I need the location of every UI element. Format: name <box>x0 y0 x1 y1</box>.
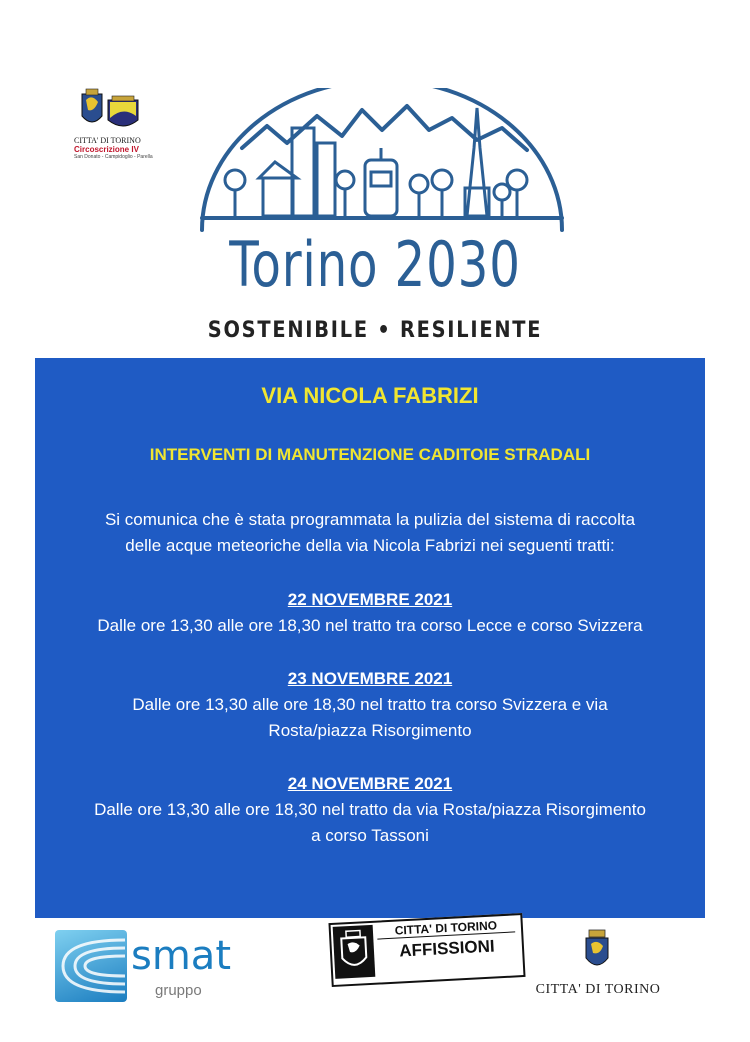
affissioni-stamp <box>328 913 526 987</box>
district-city-name: CITTA' DI TORINO <box>74 136 141 145</box>
notice-street: VIA NICOLA FABRIZI <box>261 383 479 408</box>
smat-wave-icon <box>55 930 127 1002</box>
page-title: Torino 2030 <box>229 228 521 301</box>
district-areas: San Donato - Campidoglio - Parella <box>74 154 153 160</box>
stamp-city: CITTA' DI TORINO <box>377 917 516 939</box>
torino-skyline-icon <box>197 88 567 233</box>
page-subtitle: SOSTENIBILE • RESILIENTE <box>207 318 543 343</box>
notice-heading: INTERVENTI DI MANUTENZIONE CADITOIE STRADALI <box>149 445 591 464</box>
schedule-date: 23 NOVEMBRE 2021 <box>287 669 453 688</box>
schedule-detail: Dalle ore 13,30 alle ore 18,30 nel tratto da via Rosta/piazza Risorgimento <box>94 800 646 819</box>
schedule-date: 24 NOVEMBRE 2021 <box>287 774 453 793</box>
city-coat-of-arms-icon <box>582 928 612 974</box>
schedule-date: 22 NOVEMBRE 2021 <box>287 590 453 609</box>
city-seal-icon <box>333 925 376 979</box>
district-shields-icon <box>74 88 164 136</box>
district-name: Circoscrizione IV <box>74 145 139 154</box>
city-logo <box>520 928 680 1008</box>
smat-group: gruppo <box>155 982 202 999</box>
stamp-affissioni: AFFISSIONI <box>398 936 496 961</box>
schedule-detail: Dalle ore 13,30 alle ore 18,30 nel tratto tra corso Lecce e corso Svizzera <box>97 616 643 635</box>
smat-name: smat <box>131 933 231 979</box>
district-logo <box>74 88 164 168</box>
schedule-detail: Dalle ore 13,30 alle ore 18,30 nel tratto tra corso Svizzera e via <box>132 695 608 714</box>
notice-intro-line-2: delle acque meteoriche della via Nicola Fabrizi nei seguenti tratti: <box>125 536 615 555</box>
schedule-detail-cont: Rosta/piazza Risorgimento <box>268 721 472 740</box>
notice-panel <box>35 358 705 918</box>
notice-intro-line-1: Si comunica che è stata programmata la pulizia del sistema di raccolta <box>104 510 636 529</box>
smat-logo <box>55 930 230 1010</box>
city-name: CITTA' DI TORINO <box>535 982 661 997</box>
schedule-detail-cont: a corso Tassoni <box>311 826 429 845</box>
